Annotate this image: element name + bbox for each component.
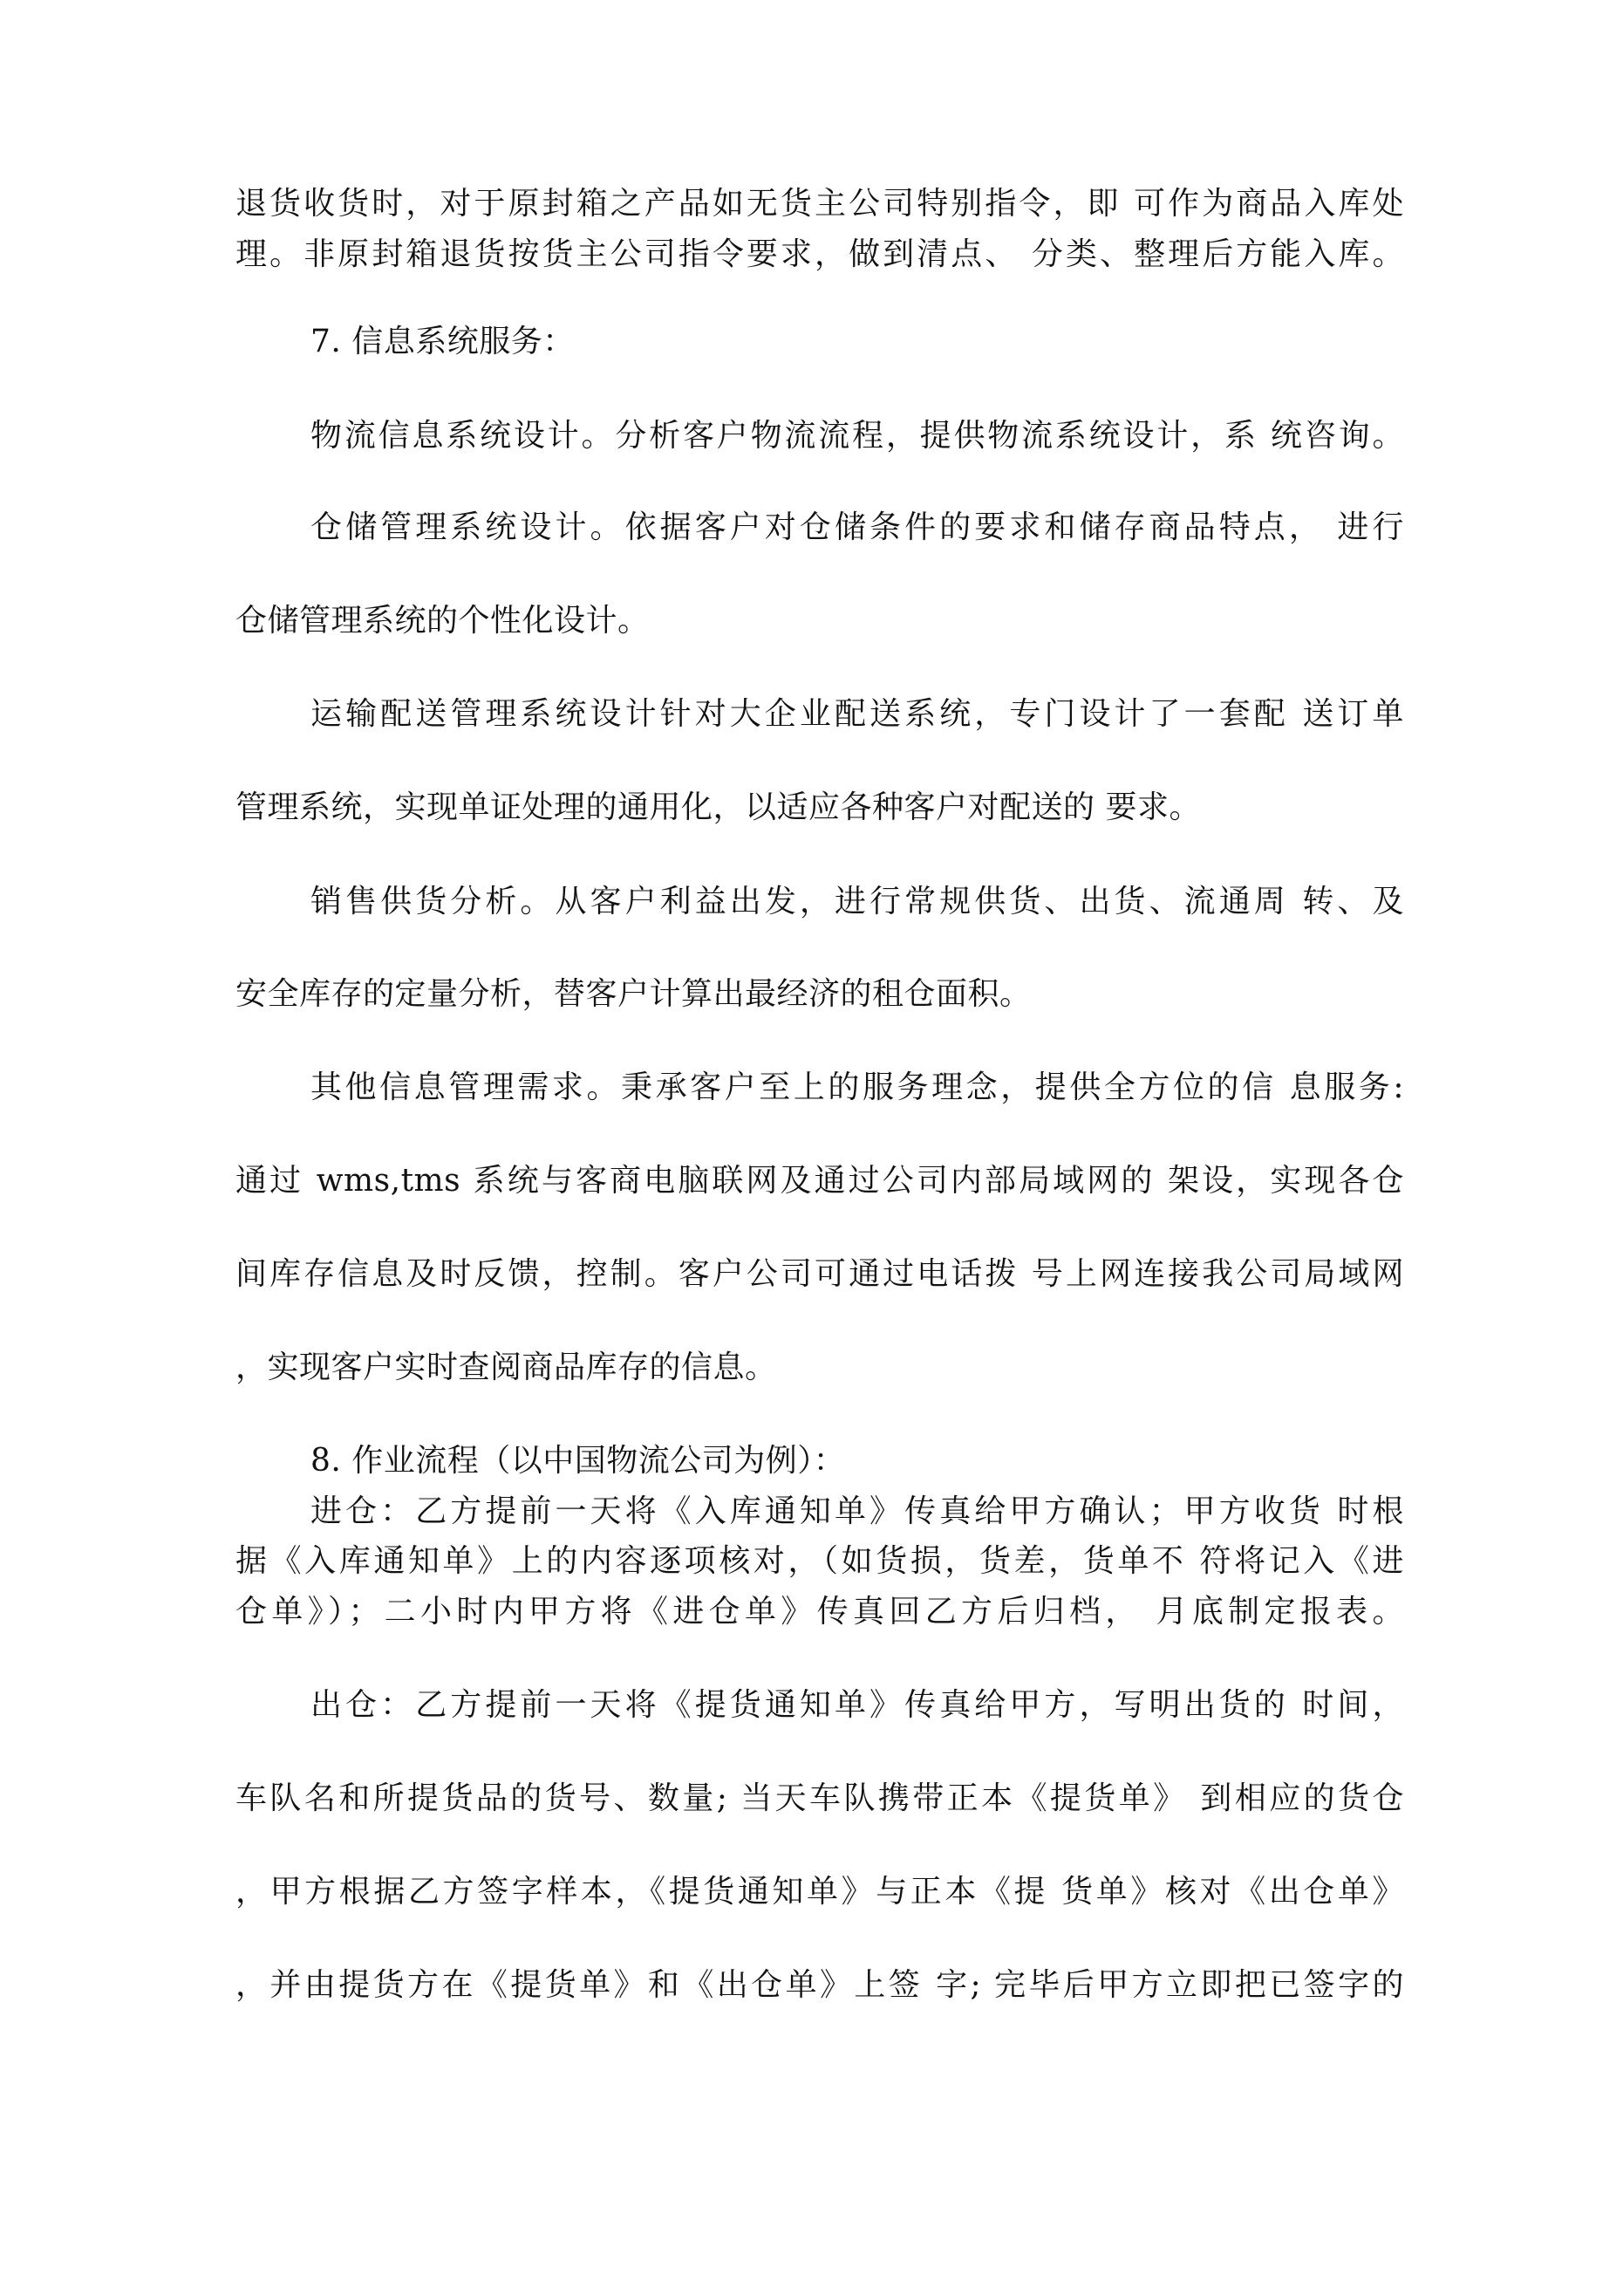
paragraph-line: 理。非原封箱退货按货主公司指令要求，做到清点、 分类、整理后方能入库。 (235, 236, 1404, 272)
section-heading: 7. 信息系统服务： (310, 324, 575, 359)
paragraph-line: ，并由提货方在《提货单》和《出仓单》上签 字; 完毕后甲方立即把已签字的 (235, 1967, 1404, 2003)
paragraph-line: 车队名和所提货品的货号、数量; 当天车队携带正本《提货单》 到相应的货仓 (235, 1780, 1404, 1816)
paragraph-line: 退货收货时，对于原封箱之产品如无货主公司特别指令，即 可作为商品入库处 (235, 186, 1404, 222)
paragraph-line: 出仓：乙方提前一天将《提货通知单》传真给甲方，写明出货的 时间， (310, 1687, 1404, 1723)
paragraph-line: 仓储管理系统的个性化设计。 (235, 603, 650, 639)
paragraph-line: 仓储管理系统设计。依据客户对仓储条件的要求和储存商品特点， 进行 (310, 509, 1404, 545)
paragraph-line: ，甲方根据乙方签字样本，《提货通知单》与正本《提 货单》核对《出仓单》 (235, 1874, 1404, 1910)
paragraph-line: 仓单》）；二小时内甲方将《进仓单》传真回乙方后归档， 月底制定报表。 (235, 1594, 1404, 1630)
paragraph-line: 安全库存的定量分析，替客户计算出最经济的租仓面积。 (235, 976, 1032, 1012)
section-heading: 8. 作业流程（以中国物流公司为例）： (310, 1443, 846, 1479)
paragraph-line: 通过 wms,tms 系统与客商电脑联网及通过公司内部局域网的 架设，实现各仓 (235, 1163, 1404, 1199)
paragraph-line: ，实现客户实时查阅商品库存的信息。 (235, 1350, 777, 1385)
paragraph-line: 销售供货分析。从客户利益出发，进行常规供货、出货、流通周 转、及 (310, 884, 1404, 919)
paragraph-line: 管理系统，实现单证处理的通用化，以适应各种客户对配送的 要求。 (235, 789, 1201, 825)
paragraph-line: 进仓：乙方提前一天将《入库通知单》传真给甲方确认；甲方收货 时根 (310, 1493, 1404, 1529)
paragraph-line: 据《入库通知单》上的内容逐项核对，（如货损，货差，货单不 符将记入《进 (235, 1543, 1404, 1579)
paragraph-line: 物流信息系统设计。分析客户物流流程，提供物流系统设计，系 统咨询。 (310, 418, 1404, 454)
paragraph-line: 运输配送管理系统设计针对大企业配送系统，专门设计了一套配 送订单 (310, 696, 1404, 732)
paragraph-line: 间库存信息及时反馈，控制。客户公司可通过电话拨 号上网连接我公司局域网 (235, 1256, 1404, 1292)
paragraph-line: 其他信息管理需求。秉承客户至上的服务理念，提供全方位的信 息服务: (310, 1069, 1404, 1105)
